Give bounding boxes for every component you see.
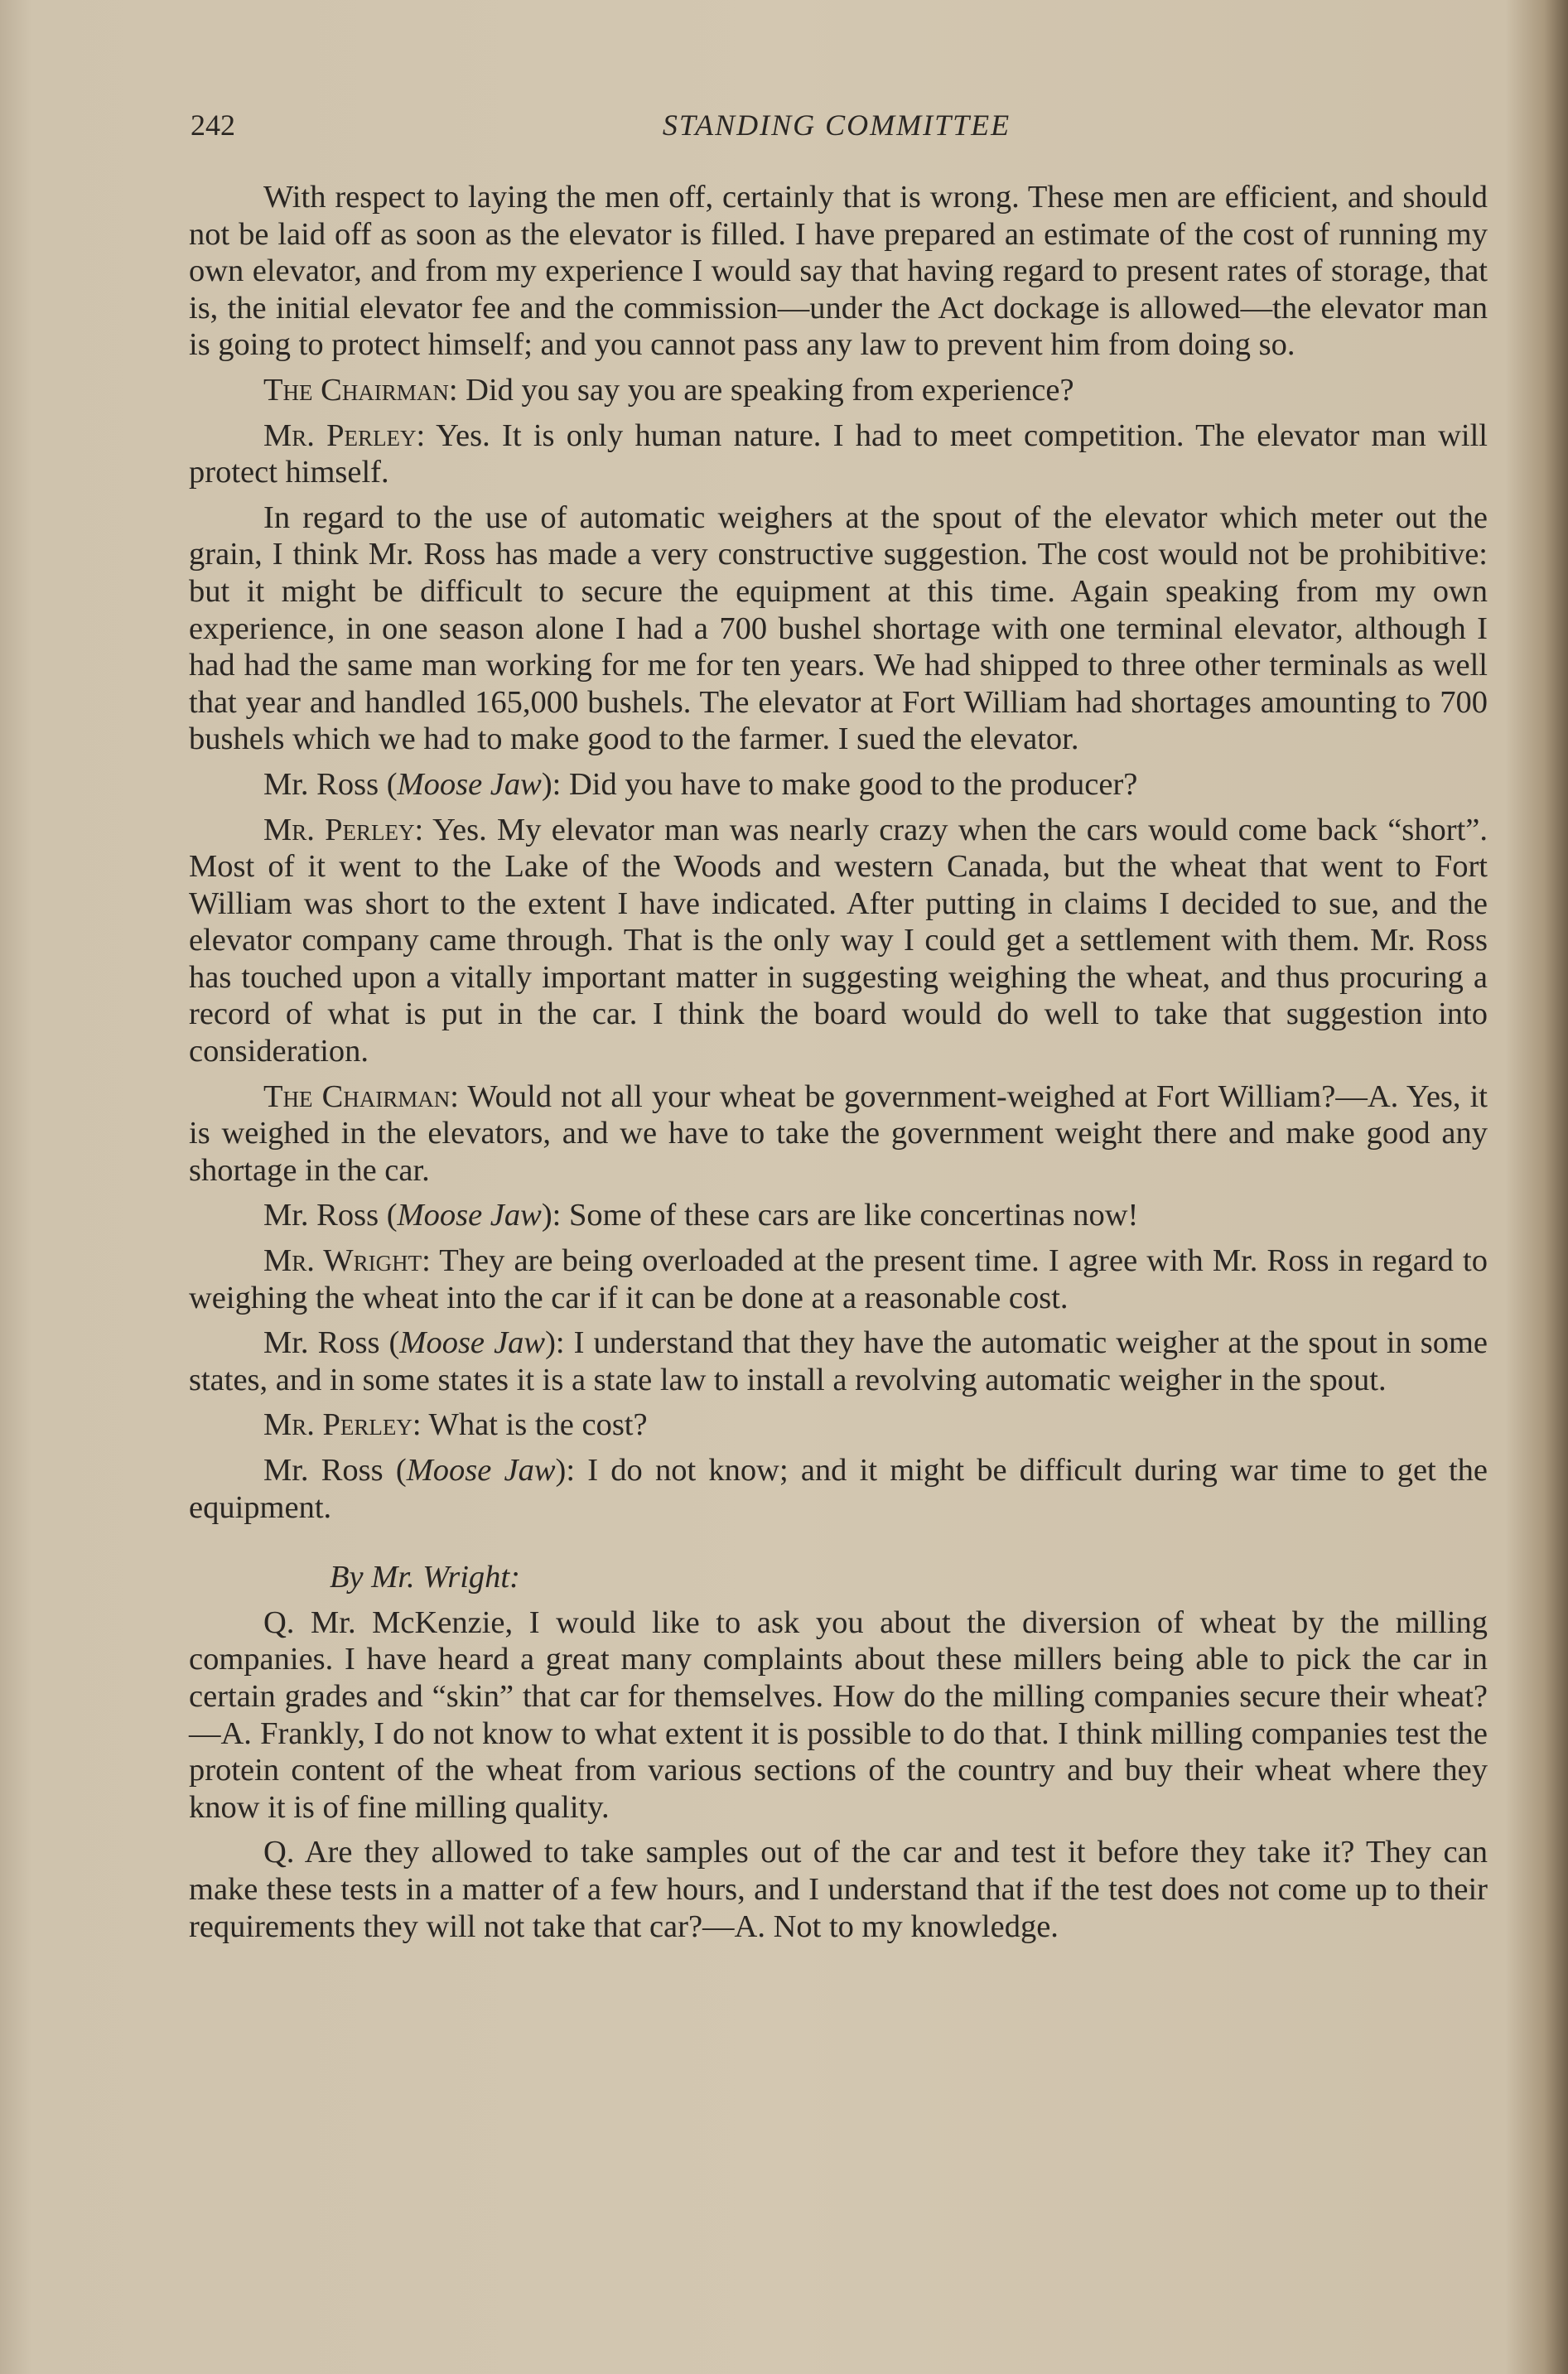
speaker: Mr. Ross	[263, 1453, 384, 1488]
speaker: Mr. Perley:	[263, 812, 424, 847]
paragraph: Mr. Wright: They are being overloaded at the present time. I agree with Mr. Ross in regard to weighing the wheat into the car if it can be done at a reasonable cost.	[189, 1243, 1488, 1315]
running-title: STANDING COMMITTEE	[662, 109, 1011, 142]
speaker-place: Moose Jaw	[397, 1198, 542, 1233]
speaker: Mr. Ross	[263, 1325, 380, 1361]
paragraph: With respect to laying the men off, certainly that is wrong. These men are efficient, and should not be laid off as soon as the elevator is filled. I have prepared an estimate of the cost of running my own elevator, and from my experience I would say that having regard to present rates of storage, that is, the initial elevator fee and the commission—under the Act dockage is allowed—the elevator man is going to protect himself; and you cannot pass any law to prevent him from doing so.	[189, 180, 1488, 363]
paragraph: The Chairman: Would not all your wheat be government-weighed at Fort William?—A. Yes, it is weighed in the elevators, and we have to take the government weight there and make good any shortage in the car.	[189, 1078, 1488, 1188]
question-paragraph: Q. Mr. McKenzie, I would like to ask you about the diversion of wheat by the milling companies. I have heard a great many complaints about these millers being able to pick the car in certain grades and “skin” that car for themselves. How do the milling companies secure their wheat?—A. Frankly, I do not know to what extent it is possible to do that. I think milling companies test the protein content of the wheat from various sections of the country and buy their wheat where they know it is of fine milling quality.	[189, 1604, 1488, 1825]
examiner-by-line: By Mr. Wright:	[330, 1560, 520, 1595]
page-number: 242	[191, 109, 235, 142]
question-paragraph: Q. Are they allowed to take samples out of the car and test it before they take it? They can make these tests in a matter of a few hours, and I understand that if the test does not come up to their requirements they will not take that car?—A. Not to my knowledge.	[189, 1835, 1488, 1944]
paragraph: The Chairman: Did you say you are speaking from experience?	[263, 372, 1074, 408]
page-header	[191, 108, 1483, 149]
speaker: Mr. Perley:	[263, 417, 426, 453]
speaker-place: Moose Jaw	[399, 1325, 546, 1361]
speaker: Mr. Wright:	[263, 1243, 431, 1279]
paragraph: Mr. Ross (Moose Jaw): Some of these cars are like concertinas now!	[263, 1198, 1139, 1233]
page-body	[189, 179, 1488, 1953]
speaker: Mr. Ross	[263, 766, 379, 802]
speaker: Mr. Ross	[263, 1198, 379, 1233]
speaker: The Chairman:	[263, 1078, 459, 1114]
paragraph: Mr. Ross (Moose Jaw): Did you have to make good to the producer?	[263, 766, 1138, 802]
paragraph: Mr. Perley: Yes. It is only human nature. I had to meet competition. The elevator man will protect himself.	[189, 417, 1488, 490]
speaker-place: Moose Jaw	[397, 766, 542, 802]
paragraph: Mr. Ross (Moose Jaw): I do not know; and it might be difficult during war time to get the equipment.	[189, 1453, 1488, 1525]
paragraph: Mr. Ross (Moose Jaw): I understand that they have the automatic weigher at the spout in some states, and in some states it is a state law to install a revolving automatic weigher in the spout.	[189, 1325, 1488, 1397]
speaker: Mr. Perley:	[263, 1407, 422, 1443]
speaker-place: Moose Jaw	[406, 1453, 556, 1488]
paragraph: Mr. Perley: What is the cost?	[263, 1407, 648, 1443]
paragraph: Mr. Perley: Yes. My elevator man was nearly crazy when the cars would come back “short”. Most of it went to the Lake of the Woods and western Canada, but the wheat that went to Fort William was short to the extent I have indicated. After putting in claims I decided to sue, and the elevator company came through. That is the only way I could get a settlement with them. Mr. Ross has touched upon a vitally important matter in suggesting weighing the wheat, and thus procuring a record of what is put in the car. I think the board would do well to take that suggestion into consideration.	[189, 812, 1488, 1069]
speaker: The Chairman:	[263, 372, 458, 408]
paragraph: In regard to the use of automatic weighers at the spout of the elevator which meter out the grain, I think Mr. Ross has made a very constructive suggestion. The cost would not be prohibitive: but it might be difficult to secure the equipment at this time. Again speaking from my own experience, in one season alone I had a 700 bushel shortage with one terminal elevator, although I had had the same man working for me for ten years. We had shipped to three other terminals as well that year and handled 165,000 bushels. The elevator at Fort William had shortages amounting to 700 bushels which we had to make good to the farmer. I sued the elevator.	[189, 499, 1488, 757]
